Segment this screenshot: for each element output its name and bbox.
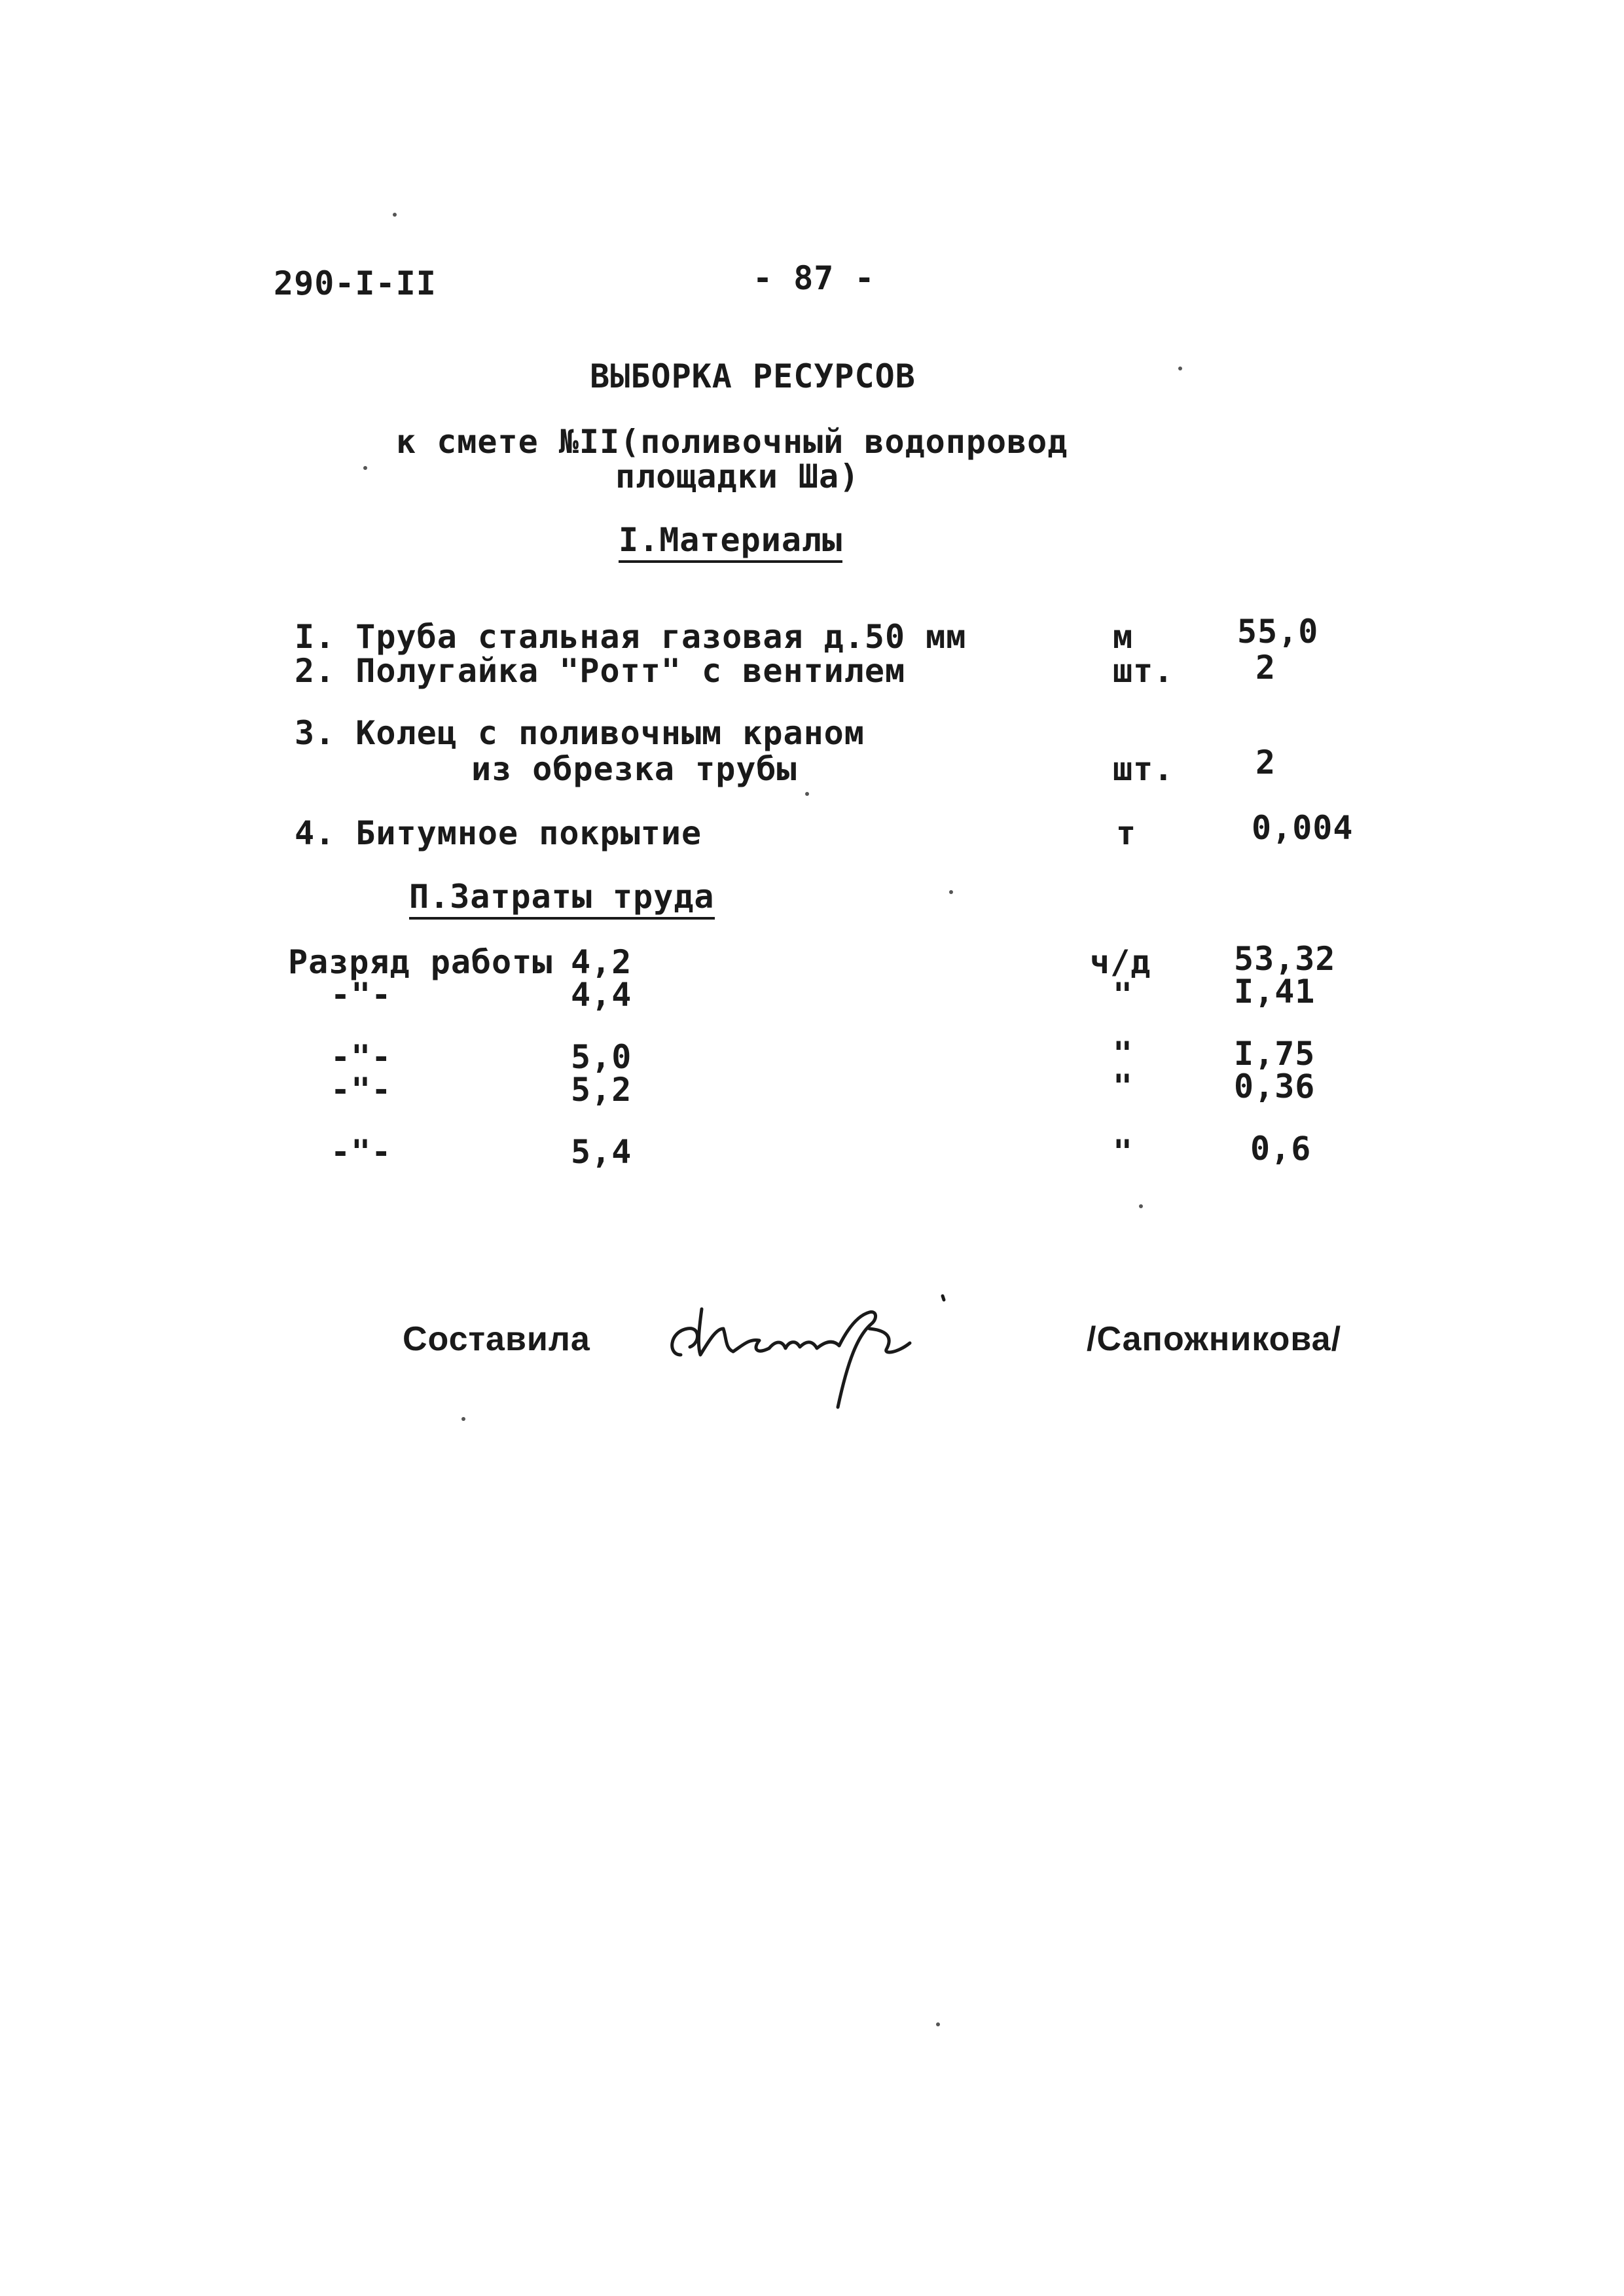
- labor-row-unit: ": [1113, 1067, 1134, 1105]
- compiled-by-label: Составила: [403, 1320, 590, 1358]
- labor-row-grade: 5,0: [571, 1038, 632, 1076]
- labor-row-grade: 4,2: [571, 943, 632, 981]
- document-title: ВЫБОРКА РЕСУРСОВ: [590, 357, 916, 395]
- scan-speck: [1178, 367, 1182, 370]
- labor-row-label: -"-: [331, 1133, 392, 1171]
- material-item-qty: 55,0: [1237, 613, 1319, 651]
- section-heading-labor: П.Затраты труда: [409, 880, 715, 920]
- labor-row-unit: ": [1113, 976, 1134, 1014]
- labor-row-value: 53,32: [1234, 940, 1336, 978]
- scan-speck: [805, 792, 809, 796]
- material-item-qty: 0,004: [1252, 809, 1354, 847]
- material-item-qty: 2: [1255, 744, 1276, 781]
- scan-speck: [393, 213, 397, 217]
- labor-row-value: I,75: [1234, 1035, 1316, 1073]
- labor-row-label: Разряд работы: [288, 943, 553, 981]
- labor-row-unit: ": [1113, 1035, 1134, 1073]
- labor-row-grade: 4,4: [571, 976, 632, 1014]
- scan-speck: [936, 2022, 940, 2026]
- material-item-unit: м: [1113, 618, 1134, 656]
- material-item-name: 4. Битумное покрытие: [295, 814, 702, 852]
- labor-row-unit: ч/д: [1090, 943, 1151, 981]
- material-item-name-continued: из обрезка трубы: [471, 750, 797, 788]
- labor-row-label: -"-: [331, 976, 392, 1014]
- subtitle-line-2: площадки Ша): [615, 457, 860, 495]
- scan-speck: [949, 890, 953, 894]
- scan-speck: [461, 1417, 465, 1421]
- page-number: - 87 -: [753, 259, 875, 297]
- labor-row-value: 0,6: [1250, 1130, 1312, 1168]
- handwritten-signature: [661, 1283, 949, 1427]
- labor-row-unit: ": [1113, 1133, 1134, 1171]
- labor-row-label: -"-: [331, 1071, 392, 1109]
- scan-speck: [1139, 1204, 1143, 1208]
- labor-row-grade: 5,4: [571, 1133, 632, 1171]
- material-item-unit: шт.: [1113, 750, 1174, 788]
- material-item-unit: шт.: [1113, 652, 1174, 690]
- labor-row-value: 0,36: [1234, 1067, 1316, 1105]
- labor-row-label: -"-: [331, 1038, 392, 1076]
- subtitle-line-1: к смете №II(поливочный водопровод: [396, 423, 1068, 461]
- material-item-name: I. Труба стальная газовая д.50 мм: [295, 618, 967, 656]
- scan-speck: [363, 466, 367, 470]
- material-item-qty: 2: [1255, 649, 1276, 687]
- compiled-by-name: /Сапожникова/: [1087, 1320, 1342, 1358]
- section-heading-materials: I.Материалы: [619, 524, 842, 563]
- material-item-name: 2. Полугайка "Ротт" с вентилем: [295, 652, 906, 690]
- labor-row-grade: 5,2: [571, 1071, 632, 1109]
- labor-row-value: I,41: [1234, 973, 1316, 1011]
- document-code: 290-I-II: [274, 264, 437, 302]
- material-item-unit: т: [1116, 814, 1137, 852]
- material-item-name: 3. Колец с поливочным краном: [295, 714, 865, 752]
